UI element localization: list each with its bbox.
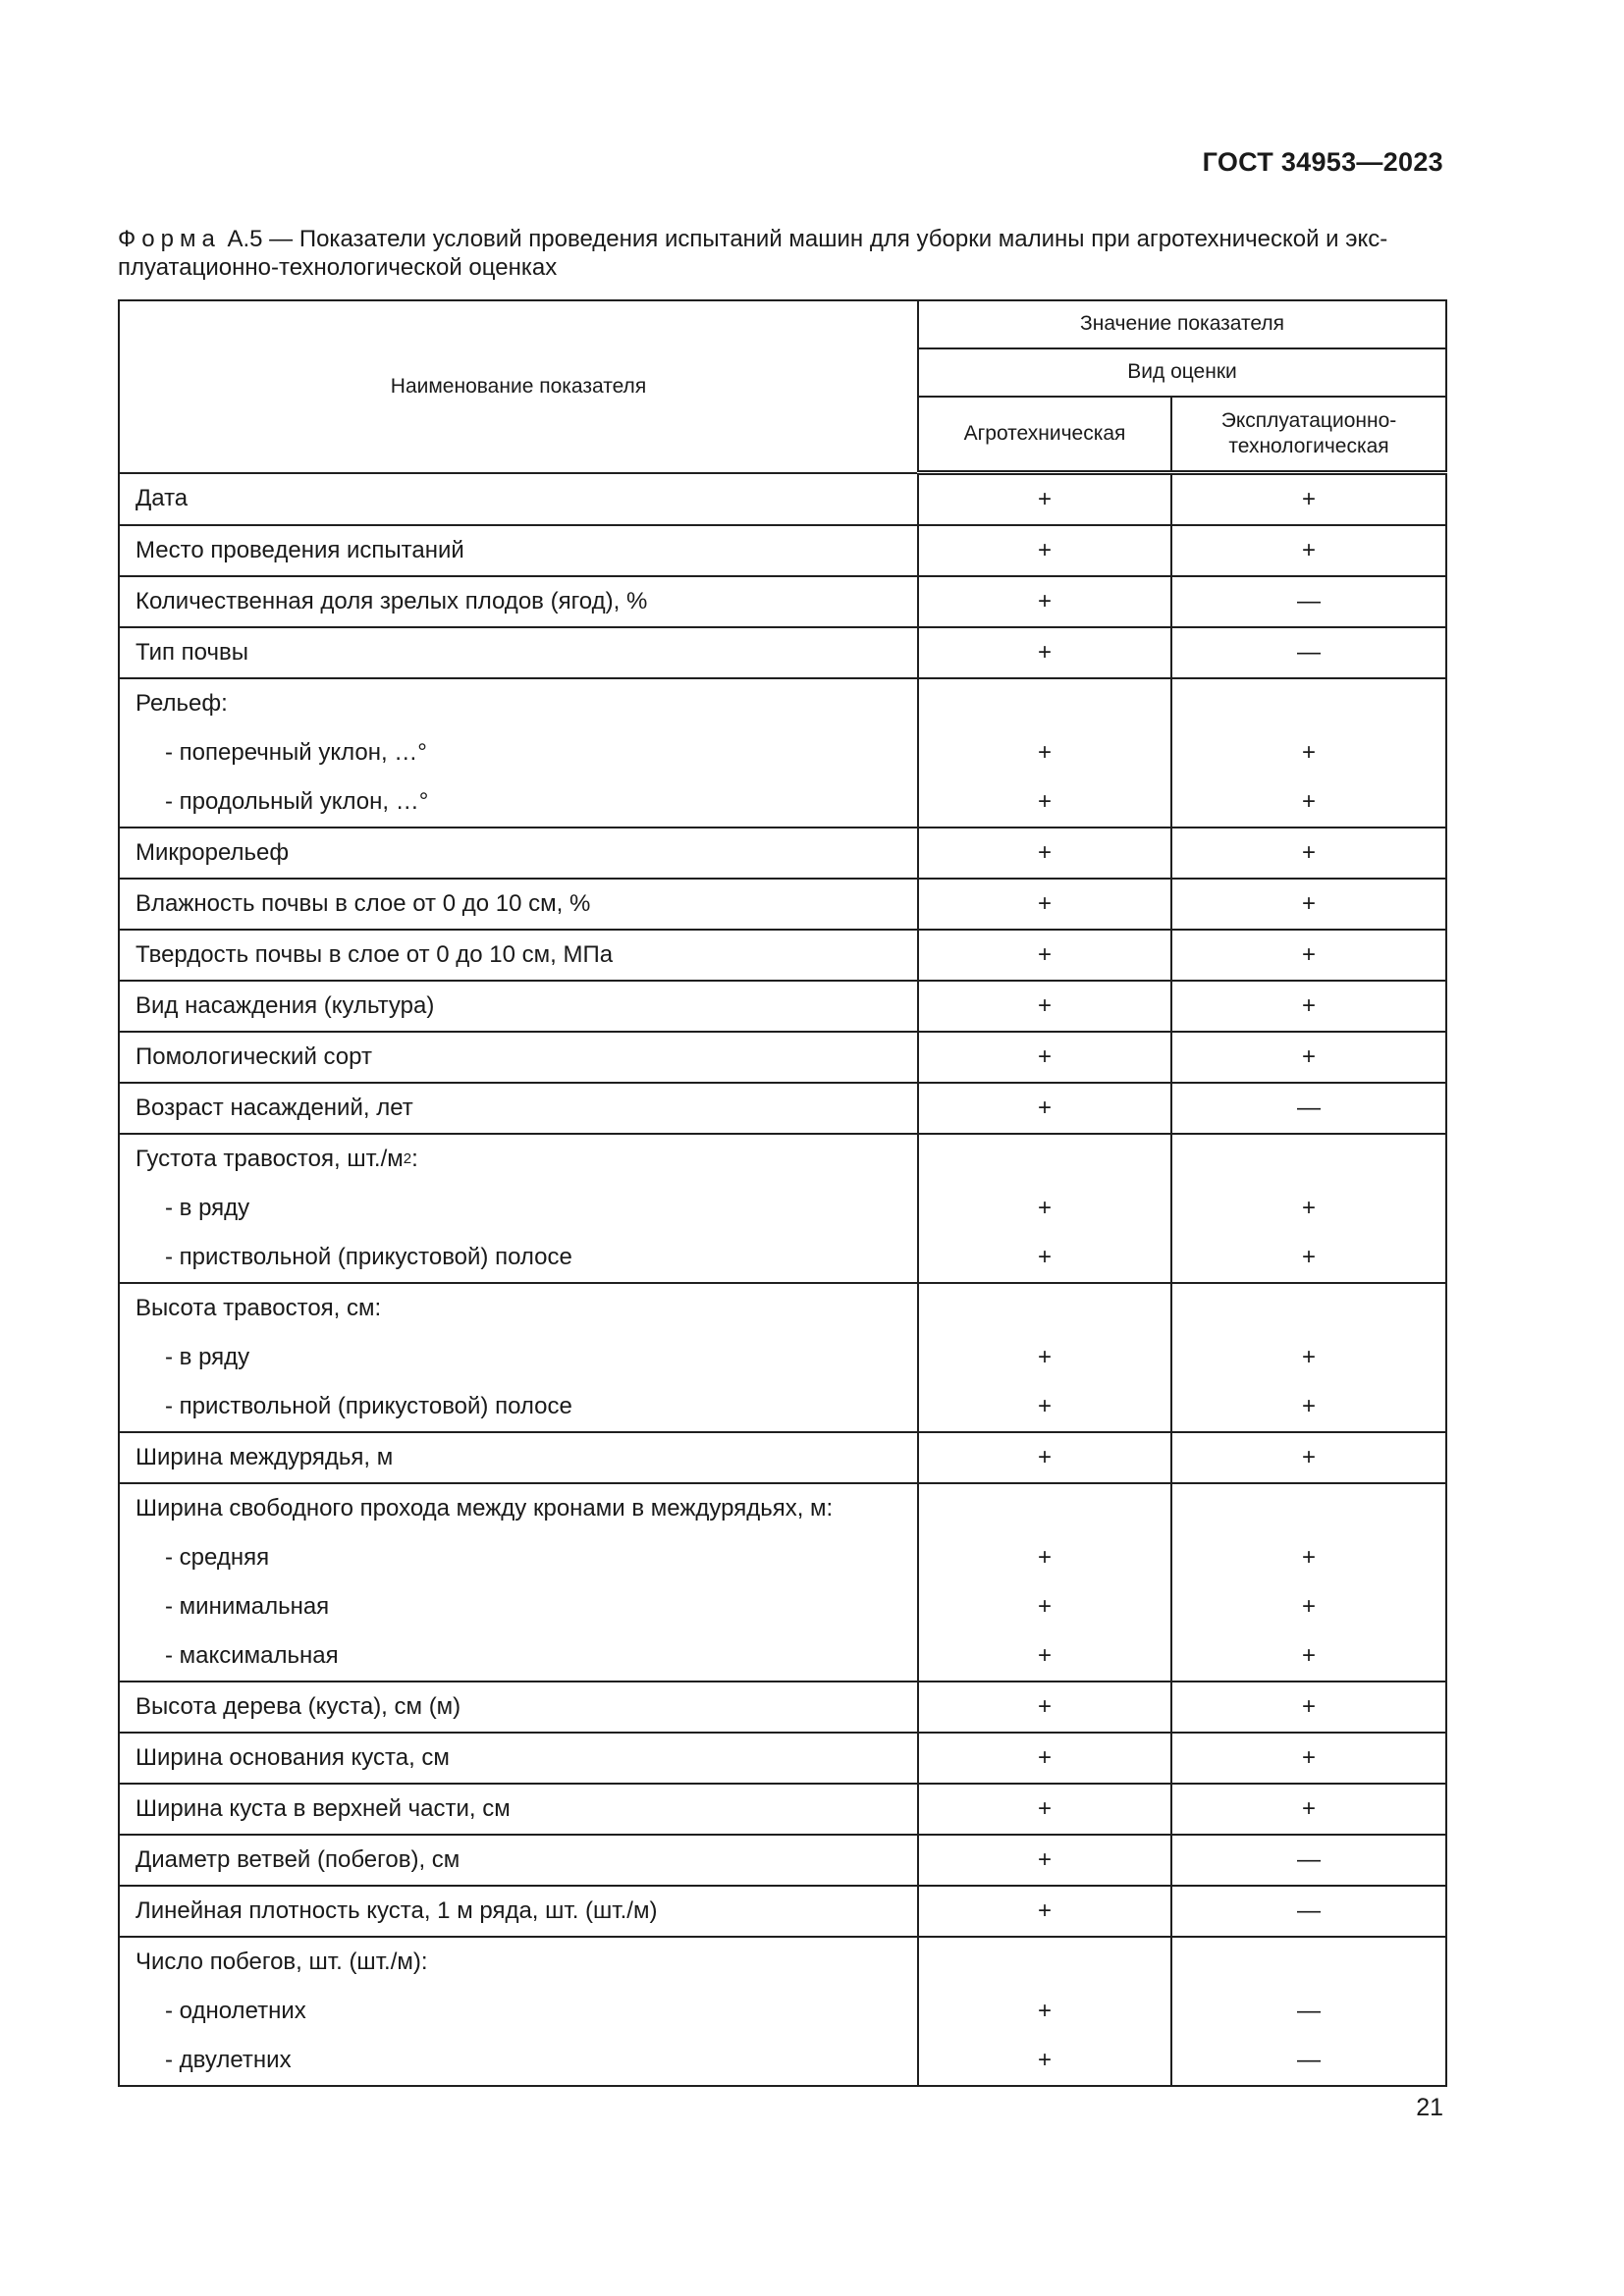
operational-value-cell [1171, 1784, 1446, 1835]
indicator-name [120, 1084, 917, 1133]
agrotechnical-mark: + [1037, 537, 1052, 563]
agrotechnical-value-cell [918, 576, 1171, 627]
table-caption [118, 226, 1443, 283]
operational-mark: + [1302, 1393, 1317, 1419]
table-body [119, 473, 1446, 2087]
indicator-text: Ширина куста в верхней части, см [135, 1795, 511, 1822]
operational-value-cell [1171, 1886, 1446, 1937]
agrotechnical-mark: + [1037, 1393, 1052, 1419]
indicator-name [120, 1836, 917, 1885]
operational-value-cell [1171, 576, 1446, 627]
operational-value-cell [1171, 627, 1446, 678]
indicator-name-cell [119, 930, 918, 981]
indicator-text: - продольный уклон, …° [165, 788, 429, 815]
indicator-text: Рельеф: [135, 690, 228, 717]
operational-mark: — [1297, 639, 1321, 666]
operational-mark: + [1302, 1642, 1317, 1669]
operational-value-cell [1171, 1032, 1446, 1083]
agrotechnical-mark: + [1037, 2047, 1052, 2073]
indicator-name [120, 880, 917, 929]
document-designation: ГОСТ 34953—2023 [1202, 147, 1443, 177]
indicator-name [120, 982, 917, 1031]
agrotechnical-value-cell [918, 1032, 1171, 1083]
indicator-text: Влажность почвы в слое от 0 до 10 см, % [135, 890, 591, 917]
indicators-table [118, 299, 1447, 2087]
indicator-name [120, 1433, 917, 1482]
indicator-text: - в ряду [165, 1344, 250, 1370]
operational-mark: — [1297, 1846, 1321, 1873]
indicator-text: Число побегов, шт. (шт./м): [135, 1949, 428, 1975]
indicator-name-cell [119, 1835, 918, 1886]
indicator-name [120, 577, 917, 626]
table-row [119, 1083, 1446, 1134]
indicator-subitem [120, 1233, 917, 1282]
table-row [119, 1835, 1446, 1886]
indicator-name-cell [119, 1886, 918, 1937]
indicator-text: Ширина междурядья, м [135, 1444, 394, 1470]
agrotechnical-mark: + [1037, 1344, 1052, 1370]
indicator-name-cell [119, 828, 918, 879]
indicator-name-cell [119, 1483, 918, 1682]
agrotechnical-mark [919, 1938, 1170, 1987]
indicator-name [120, 1938, 917, 1987]
operational-mark: + [1302, 839, 1317, 866]
operational-mark: + [1302, 1693, 1317, 1720]
agrotechnical-mark: + [1037, 1593, 1052, 1620]
indicator-text: Тип почвы [135, 639, 248, 666]
operational-mark: + [1302, 739, 1317, 766]
agrotechnical-mark: + [1037, 1043, 1052, 1070]
indicator-text: Линейная плотность куста, 1 м ряда, шт. (шт./м) [135, 1897, 658, 1924]
agrotechnical-value-cell [918, 473, 1171, 526]
indicator-subitem [120, 1582, 917, 1631]
indicator-subitem [120, 777, 917, 827]
indicator-text: Дата [135, 485, 189, 512]
indicator-text: Густота травостоя, шт./м [135, 1146, 404, 1172]
indicator-text: Помологический сорт [135, 1043, 372, 1070]
indicator-text: - приствольной (прикустовой) полосе [165, 1393, 572, 1419]
operational-value-cell [1171, 525, 1446, 576]
agrotechnical-value-cell [918, 879, 1171, 930]
agrotechnical-mark: + [1037, 1544, 1052, 1571]
operational-value-cell [1171, 678, 1446, 828]
agrotechnical-value-cell [918, 1784, 1171, 1835]
operational-mark: + [1302, 1444, 1317, 1470]
operational-mark [1172, 1135, 1445, 1184]
operational-mark: + [1302, 1593, 1317, 1620]
operational-mark: + [1302, 1195, 1317, 1221]
indicator-text: Количественная доля зрелых плодов (ягод), % [135, 588, 648, 614]
operational-value-cell [1171, 981, 1446, 1032]
indicator-subitem [120, 2036, 917, 2085]
table-row [119, 678, 1446, 828]
indicator-name [120, 1785, 917, 1834]
indicator-text: Твердость почвы в слое от 0 до 10 см, МПа [135, 941, 614, 968]
agrotechnical-mark [919, 679, 1170, 728]
operational-mark: — [1297, 2047, 1321, 2073]
indicator-text: - максимальная [165, 1642, 339, 1669]
operational-mark: + [1302, 992, 1317, 1019]
operational-mark: — [1297, 588, 1321, 614]
indicator-name: Густота травостоя, шт./м 2 : [135, 1146, 418, 1172]
operational-value-cell [1171, 828, 1446, 879]
operational-mark: + [1302, 486, 1317, 512]
indicator-text: Высота травостоя, см: [135, 1295, 382, 1321]
indicator-text: - в ряду [165, 1195, 250, 1221]
table-row [119, 1483, 1446, 1682]
table-row [119, 1784, 1446, 1835]
agrotechnical-mark: + [1037, 739, 1052, 766]
indicator-name [120, 1033, 917, 1082]
agrotechnical-mark: + [1037, 788, 1052, 815]
indicator-name [120, 1682, 917, 1732]
agrotechnical-value-cell [918, 1483, 1171, 1682]
indicator-text: Ширина основания куста, см [135, 1744, 450, 1771]
operational-mark: + [1302, 1043, 1317, 1070]
table-row [119, 879, 1446, 930]
caption-text-line1: А.5 — Показатели условий проведения испытаний машин для уборки малины при агротехнической и экс- [220, 226, 1388, 252]
operational-mark: + [1302, 788, 1317, 815]
agrotechnical-value-cell [918, 1283, 1171, 1432]
indicator-name-cell [119, 1432, 918, 1483]
agrotechnical-mark: + [1037, 839, 1052, 866]
operational-value-cell [1171, 1432, 1446, 1483]
operational-mark [1172, 1284, 1445, 1333]
table-row [119, 1733, 1446, 1784]
operational-mark: — [1297, 1897, 1321, 1924]
indicator-name [120, 828, 917, 878]
table-row [119, 828, 1446, 879]
table-row [119, 1032, 1446, 1083]
operational-mark [1172, 1484, 1445, 1533]
indicator-name [120, 526, 917, 575]
agrotechnical-value-cell [918, 1134, 1171, 1283]
indicator-name-cell [119, 1784, 918, 1835]
agrotechnical-value-cell [918, 678, 1171, 828]
indicator-name [120, 474, 917, 523]
indicator-text: Высота дерева (куста), см (м) [135, 1693, 461, 1720]
agrotechnical-mark: + [1037, 639, 1052, 666]
agrotechnical-mark: + [1037, 1846, 1052, 1873]
operational-value-cell [1171, 1937, 1446, 2086]
agrotechnical-mark: + [1037, 890, 1052, 917]
table-row [119, 1134, 1446, 1283]
caption-form-label: Форма [118, 226, 221, 252]
indicator-name-cell [119, 678, 918, 828]
agrotechnical-mark: + [1037, 1195, 1052, 1221]
table-row [119, 930, 1446, 981]
operational-mark: + [1302, 1344, 1317, 1370]
agrotechnical-mark: + [1037, 1795, 1052, 1822]
header-operational: Эксплуатационно-технологическая [1171, 397, 1446, 473]
agrotechnical-mark: + [1037, 1998, 1052, 2024]
agrotechnical-mark: + [1037, 1897, 1052, 1924]
indicator-subitem [120, 728, 917, 777]
indicator-subitem [120, 1184, 917, 1233]
operational-value-cell [1171, 1134, 1446, 1283]
table-row [119, 1937, 1446, 2086]
agrotechnical-value-cell [918, 981, 1171, 1032]
indicator-name-cell [119, 627, 918, 678]
agrotechnical-value-cell [918, 1835, 1171, 1886]
indicator-name-cell [119, 576, 918, 627]
indicator-name-cell [119, 525, 918, 576]
table-row [119, 1283, 1446, 1432]
indicator-text: Диаметр ветвей (побегов), см [135, 1846, 460, 1873]
operational-value-cell [1171, 1733, 1446, 1784]
indicator-name [120, 1887, 917, 1936]
agrotechnical-value-cell [918, 1886, 1171, 1937]
operational-value-cell [1171, 1283, 1446, 1432]
indicator-name-cell [119, 1283, 918, 1432]
agrotechnical-mark: + [1037, 941, 1052, 968]
indicator-subitem [120, 1333, 917, 1382]
indicator-name [120, 1734, 917, 1783]
operational-value-cell [1171, 1682, 1446, 1733]
operational-value-cell [1171, 1483, 1446, 1682]
header-indicator-value: Значение показателя [918, 300, 1446, 348]
operational-value-cell [1171, 879, 1446, 930]
indicator-name [120, 1284, 917, 1333]
agrotechnical-value-cell [918, 1937, 1171, 2086]
operational-value-cell [1171, 1083, 1446, 1134]
operational-mark [1172, 679, 1445, 728]
indicator-text: Вид насаждения (культура) [135, 992, 435, 1019]
operational-mark: — [1297, 1095, 1321, 1121]
table-row [119, 627, 1446, 678]
header-agrotechnical: Агротехническая [918, 397, 1171, 473]
page-number: 21 [1416, 2094, 1443, 2121]
indicator-name-cell [119, 879, 918, 930]
indicator-text: Микрорельеф [135, 839, 290, 866]
indicator-name [120, 1484, 917, 1533]
operational-mark: + [1302, 941, 1317, 968]
agrotechnical-value-cell [918, 627, 1171, 678]
agrotechnical-value-cell [918, 1682, 1171, 1733]
caption-text-line2: плуатационно-технологической оценках [118, 253, 558, 281]
agrotechnical-mark: + [1037, 1095, 1052, 1121]
agrotechnical-value-cell [918, 525, 1171, 576]
indicator-name-cell [119, 1682, 918, 1733]
operational-mark: + [1302, 1544, 1317, 1571]
agrotechnical-mark: + [1037, 992, 1052, 1019]
operational-mark: + [1302, 1795, 1317, 1822]
indicator-subitem [120, 1382, 917, 1431]
indicator-text: - средняя [165, 1544, 270, 1571]
header-indicator-name: Наименование показателя [119, 300, 918, 473]
table-row [119, 1682, 1446, 1733]
agrotechnical-value-cell [918, 1432, 1171, 1483]
table-row [119, 981, 1446, 1032]
indicator-name-cell [119, 473, 918, 526]
table-row [119, 576, 1446, 627]
operational-value-cell [1171, 1835, 1446, 1886]
indicator-subitem [120, 1987, 917, 2036]
table-row [119, 1886, 1446, 1937]
operational-mark: + [1302, 1744, 1317, 1771]
indicator-name-cell [119, 1083, 918, 1134]
operational-mark: — [1297, 1998, 1321, 2024]
indicator-suffix: : [411, 1146, 418, 1172]
table-row [119, 473, 1446, 526]
indicator-name [120, 679, 917, 728]
indicator-name [120, 931, 917, 980]
indicator-name [120, 628, 917, 677]
agrotechnical-mark: + [1037, 1244, 1052, 1270]
indicator-name-cell [119, 1937, 918, 2086]
indicator-text: Возраст насаждений, лет [135, 1095, 413, 1121]
operational-value-cell [1171, 473, 1446, 526]
agrotechnical-value-cell [918, 1733, 1171, 1784]
agrotechnical-mark: + [1037, 1444, 1052, 1470]
agrotechnical-mark [919, 1135, 1170, 1184]
indicator-text: - двулетних [165, 2047, 292, 2073]
indicator-text: - минимальная [165, 1593, 330, 1620]
agrotechnical-mark: + [1037, 1744, 1052, 1771]
table-row [119, 1432, 1446, 1483]
agrotechnical-mark: + [1037, 1642, 1052, 1669]
operational-value-cell [1171, 930, 1446, 981]
indicator-name-cell [119, 1134, 918, 1283]
table-row [119, 525, 1446, 576]
indicator-subitem [120, 1533, 917, 1582]
agrotechnical-value-cell [918, 930, 1171, 981]
operational-mark [1172, 1938, 1445, 1987]
indicator-name-cell [119, 981, 918, 1032]
agrotechnical-mark: + [1037, 486, 1052, 512]
indicator-subitem [120, 1631, 917, 1681]
operational-mark: + [1302, 890, 1317, 917]
indicator-text: - однолетних [165, 1998, 306, 2024]
indicator-name-cell [119, 1032, 918, 1083]
agrotechnical-value-cell [918, 1083, 1171, 1134]
indicator-text: - приствольной (прикустовой) полосе [165, 1244, 572, 1270]
operational-mark: + [1302, 537, 1317, 563]
agrotechnical-mark: + [1037, 1693, 1052, 1720]
indicator-name-cell [119, 1733, 918, 1784]
indicator-text: - поперечный уклон, …° [165, 739, 427, 766]
indicator-text: Место проведения испытаний [135, 537, 464, 563]
indicator-text: Ширина свободного прохода между кронами в междурядьях, м: [135, 1495, 834, 1522]
agrotechnical-mark: + [1037, 588, 1052, 614]
agrotechnical-mark [919, 1284, 1170, 1333]
operational-mark: + [1302, 1244, 1317, 1270]
agrotechnical-value-cell [918, 828, 1171, 879]
header-evaluation-kind: Вид оценки [918, 348, 1446, 397]
agrotechnical-mark [919, 1484, 1170, 1533]
